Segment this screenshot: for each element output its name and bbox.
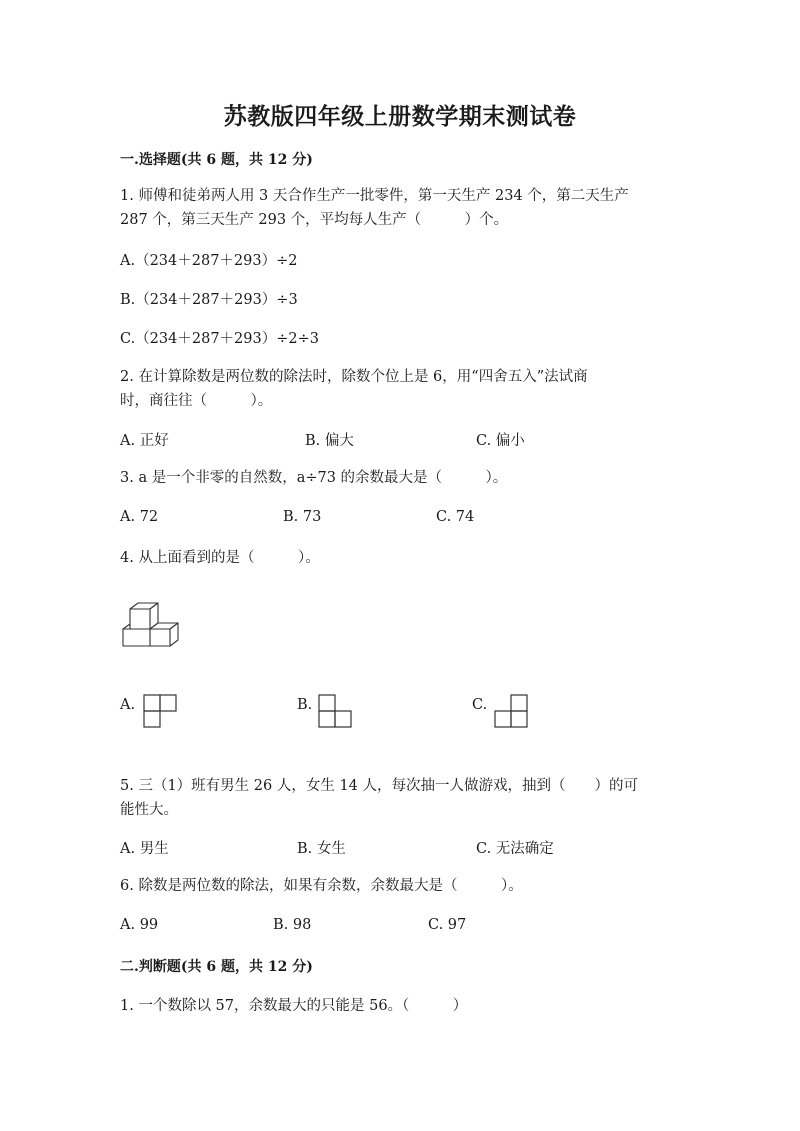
question-5-option-a: A. 男生: [120, 841, 169, 857]
question-3-option-c: C. 74: [436, 509, 475, 525]
question-4-line-1: 4. 从上面看到的是（ ）。: [120, 550, 320, 566]
question-6-option-c: C. 97: [428, 917, 467, 933]
question-4-option-b: B.: [297, 697, 313, 713]
question-1-line-1: 1. 师傅和徒弟两人用 3 天合作生产一批零件，第一天生产 234 个，第二天生产: [120, 188, 629, 204]
question-1-option-a: A.（234＋287＋293）÷2: [120, 253, 298, 269]
cube-stack-figure: [120, 602, 180, 648]
question-5-option-b: B. 女生: [297, 841, 346, 857]
question-6-line-1: 6. 除数是两位数的除法，如果有余数，余数最大是（ ）。: [120, 878, 523, 894]
top-view-option-c-shape: [494, 694, 530, 730]
section-heading-choice: 一.选择题(共 6 题，共 12 分): [120, 152, 313, 168]
section-heading-true-false: 二.判断题(共 6 题，共 12 分): [120, 959, 313, 975]
question-2-option-c: C. 偏小: [476, 433, 525, 449]
question-3-option-b: B. 73: [283, 509, 322, 525]
question-5-line-2: 能性大。: [120, 802, 178, 818]
question-5-option-c: C. 无法确定: [476, 841, 554, 857]
question-6-option-a: A. 99: [120, 917, 159, 933]
top-view-option-b-shape: [318, 694, 354, 730]
question-4-option-c: C.: [472, 697, 488, 713]
question-1-line-2: 287 个，第三天生产 293 个，平均每人生产（ ）个。: [120, 212, 509, 228]
question-2-option-a: A. 正好: [120, 433, 169, 449]
question-4-option-a: A.: [120, 697, 136, 713]
judge-question-1-line-1: 1. 一个数除以 57，余数最大的只能是 56。（ ）: [120, 998, 468, 1014]
question-3-line-1: 3. a 是一个非零的自然数，a÷73 的余数最大是（ ）。: [120, 470, 508, 486]
question-5-line-1: 5. 三（1）班有男生 26 人，女生 14 人，每次抽一人做游戏，抽到（ ）的可: [120, 778, 639, 794]
question-1-option-c: C.（234＋287＋293）÷2÷3: [120, 331, 319, 347]
question-2-option-b: B. 偏大: [305, 433, 354, 449]
question-1-option-b: B.（234＋287＋293）÷3: [120, 292, 298, 308]
question-2-line-1: 2. 在计算除数是两位数的除法时，除数个位上是 6，用“四舍五入”法试商: [120, 369, 588, 385]
page-title: 苏教版四年级上册数学期末测试卷: [223, 103, 577, 130]
question-3-option-a: A. 72: [120, 509, 159, 525]
question-6-option-b: B. 98: [273, 917, 312, 933]
top-view-option-a-shape: [143, 694, 179, 730]
question-2-line-2: 时，商往往（ ）。: [120, 393, 273, 409]
